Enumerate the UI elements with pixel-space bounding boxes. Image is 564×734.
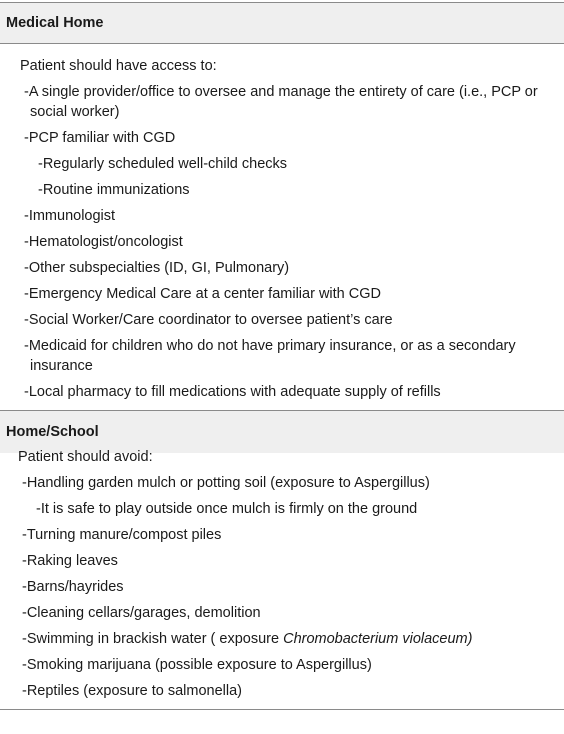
guidelines-table bbox=[0, 2, 564, 710]
list-item: -Barns/hayrides bbox=[22, 579, 124, 595]
list-item: -Raking leaves bbox=[22, 553, 118, 569]
list-item: -Hematologist/oncologist bbox=[24, 234, 183, 250]
intro-text: Patient should have access to: bbox=[20, 58, 217, 74]
list-item: -Social Worker/Care coordinator to oversee patient’s care bbox=[24, 312, 393, 328]
list-item-text: -Swimming in brackish water ( exposure bbox=[22, 631, 284, 647]
list-item: -Reptiles (exposure to salmonella) bbox=[22, 683, 243, 699]
list-item: -Handling garden mulch or potting soil (exposure to Aspergillus) bbox=[22, 475, 430, 491]
list-item bbox=[0, 629, 564, 649]
list-item: -Emergency Medical Care at a center familiar with CGD bbox=[24, 286, 381, 302]
list-item: -PCP familiar with CGD bbox=[24, 130, 176, 146]
section-title: Home/School bbox=[6, 424, 99, 440]
list-item: -Medicaid for children who do not have primary insurance, or as a secondary bbox=[24, 338, 516, 354]
list-item-continuation: insurance bbox=[30, 358, 93, 374]
section-header-medical-home bbox=[0, 3, 564, 43]
list-item: -Smoking marijuana (possible exposure to Aspergillus) bbox=[22, 657, 372, 673]
list-item-continuation: social worker) bbox=[30, 104, 120, 120]
organism-name: Chromobacterium violaceum) bbox=[283, 631, 473, 647]
list-item: -Cleaning cellars/garages, demolition bbox=[22, 605, 261, 621]
list-item: -Local pharmacy to fill medications with adequate supply of refills bbox=[24, 384, 441, 400]
list-item: -A single provider/office to oversee and manage the entirety of care (i.e., PCP or bbox=[24, 84, 538, 100]
medical-home-list bbox=[0, 44, 564, 410]
section-title: Medical Home bbox=[6, 15, 104, 31]
home-school-list bbox=[0, 447, 564, 709]
list-item: -Other subspecialties (ID, GI, Pulmonary) bbox=[24, 260, 290, 276]
list-item: -Immunologist bbox=[24, 208, 116, 224]
intro-text: Patient should avoid: bbox=[18, 449, 153, 465]
list-subitem: -Regularly scheduled well-child checks bbox=[38, 156, 288, 172]
list-subitem: -It is safe to play outside once mulch is firmly on the ground bbox=[36, 501, 418, 517]
list-subitem: -Routine immunizations bbox=[38, 182, 190, 198]
bottom-rule bbox=[0, 709, 564, 710]
list-item: -Turning manure/compost piles bbox=[22, 527, 222, 543]
